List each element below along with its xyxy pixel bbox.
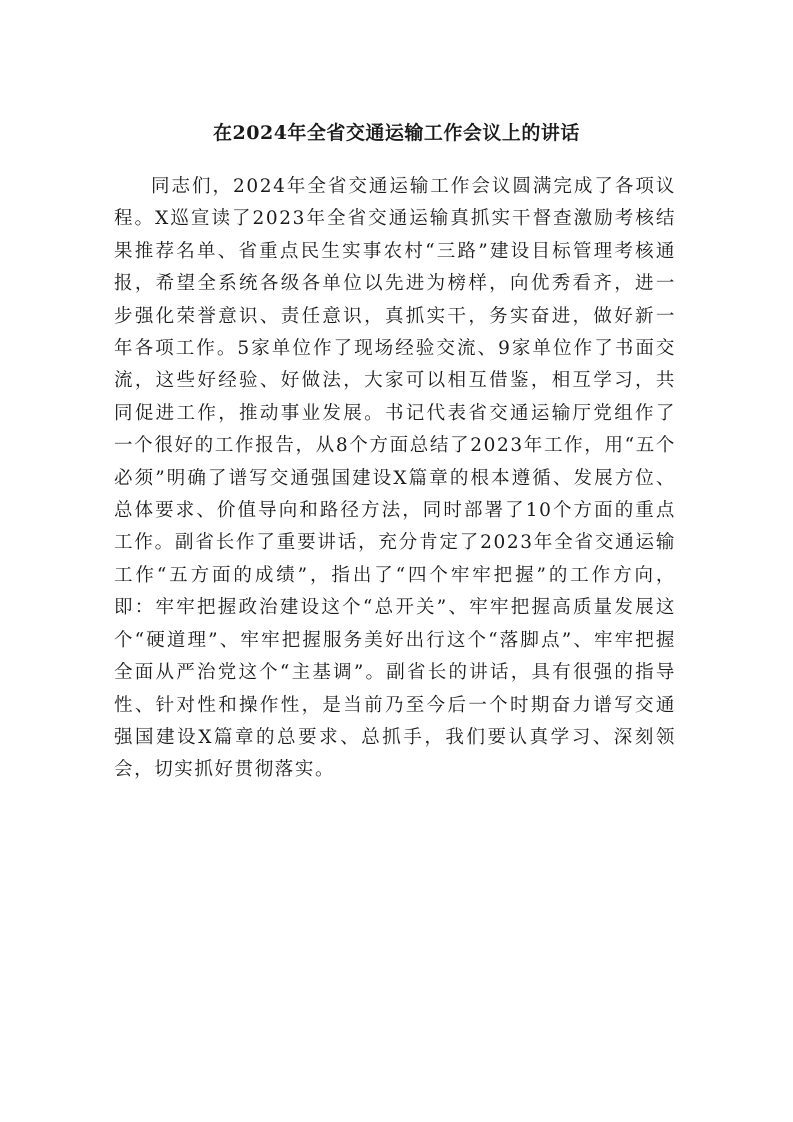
body-paragraph: 同志们，2024年全省交通运输工作会议圆满完成了各项议程。X巡宣读了2023年全省交通运输真抓实干督查激励考核结果推荐名单、省重点民生实事农村“三路”建设目标管理考核通报，希望全系统各级各单位以先进为榜样，向优秀看齐，进一步强化荣誉意识、责任意识，真抓实干，务实奋进，做好新一年各项工作。5家单位作了现场经验交流、9家单位作了书面交流，这些好经验、好做法，大家可以相互借鉴，相互学习，共同促进工作，推动事业发展。书记代表省交通运输厅党组作了一个很好的工作报告，从8个方面总结了2023年工作，用“五个必须”明确了谱写交通强国建设X篇章的根本遵循、发展方位、总体要求、价值导向和路径方法，同时部署了10个方面的重点工作。副省长作了重要讲话，充分肯定了2023年全省交通运输工作“五方面的成绩”，指出了“四个牢牢把握”的工作方向，即：牢牢把握政治建设这个“总开关”、牢牢把握高质量发展这个“硬道理”、牢牢把握服务美好出行这个“落脚点”、牢牢把握全面从严治党这个“主基调”。副省长的讲话，具有很强的指导性、针对性和操作性，是当前乃至今后一个时期奋力谱写交通强国建设X篇章的总要求、总抓手，我们要认真学习、深刻领会，切实抓好贯彻落实。: [114, 176, 676, 781]
document-title: 在2024年全省交通运输工作会议上的讲话: [213, 122, 580, 144]
